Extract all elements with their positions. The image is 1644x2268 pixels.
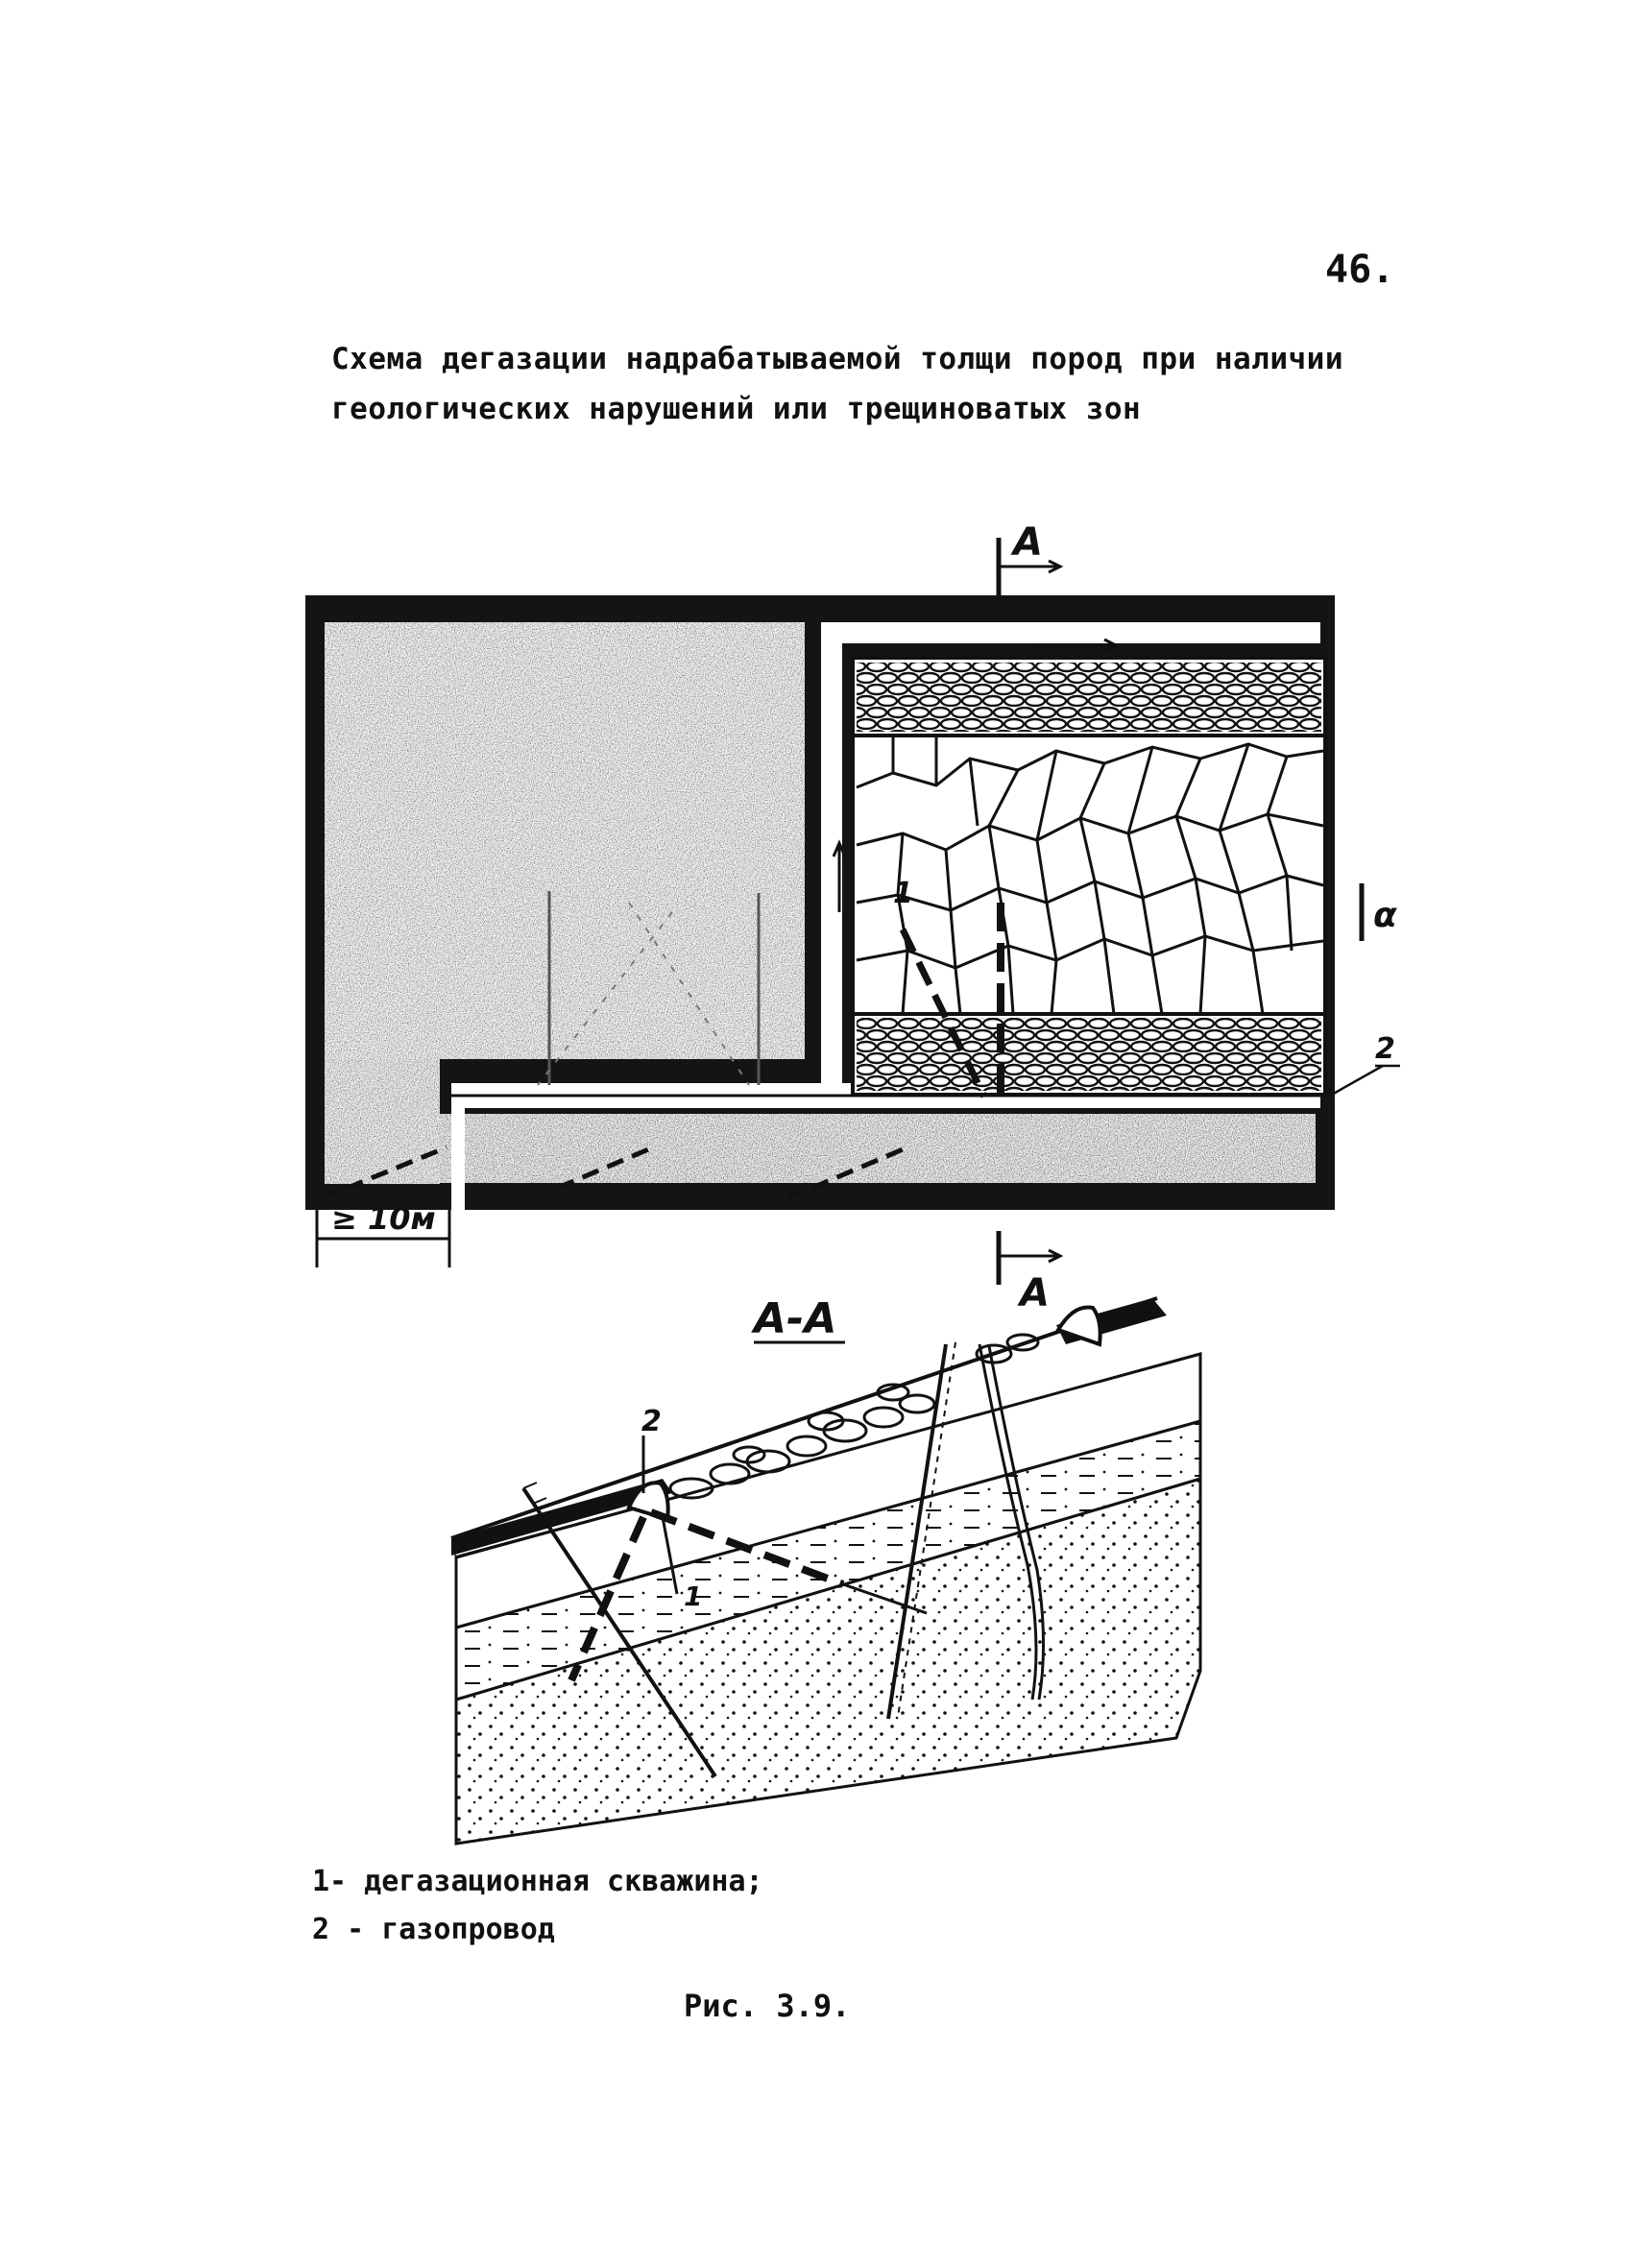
- dimension-line: [317, 1200, 449, 1267]
- section-pipeline-label: 2: [641, 1405, 662, 1438]
- page-number: 46.: [1325, 248, 1395, 292]
- plan-view-diagram: [0, 499, 1644, 1315]
- section-mark-top: [999, 520, 1060, 595]
- plan-borehole-label: 1: [893, 877, 913, 910]
- legend: [312, 1858, 763, 1954]
- angle-label: α: [1373, 896, 1397, 935]
- figure-caption: Рис. 3.9.: [684, 1988, 851, 2024]
- title-line-1: Схема дегазации надрабатываемой толщи пород при наличии: [331, 342, 1343, 376]
- legend-item-borehole: 1- дегазационная скважина;: [312, 1865, 763, 1898]
- legend-item-pipeline: 2 - газопровод: [312, 1913, 555, 1946]
- page-title: [331, 334, 1388, 434]
- strata: [451, 1296, 1200, 1844]
- plan-pipeline-label: 2: [1375, 1032, 1395, 1066]
- cross-section-diagram: [0, 1277, 1644, 1853]
- section-borehole-label: 1: [684, 1580, 703, 1612]
- section-mark-a-bottom: А: [1020, 1271, 1050, 1315]
- angle-marker: [1362, 883, 1397, 941]
- title-line-2: геологических нарушений или трещиноватых зон: [331, 392, 1142, 426]
- section-mark-a-top: А: [1013, 520, 1043, 565]
- section-title: А-А: [754, 1294, 837, 1343]
- dimension-label: ≥ 10м: [331, 1200, 436, 1237]
